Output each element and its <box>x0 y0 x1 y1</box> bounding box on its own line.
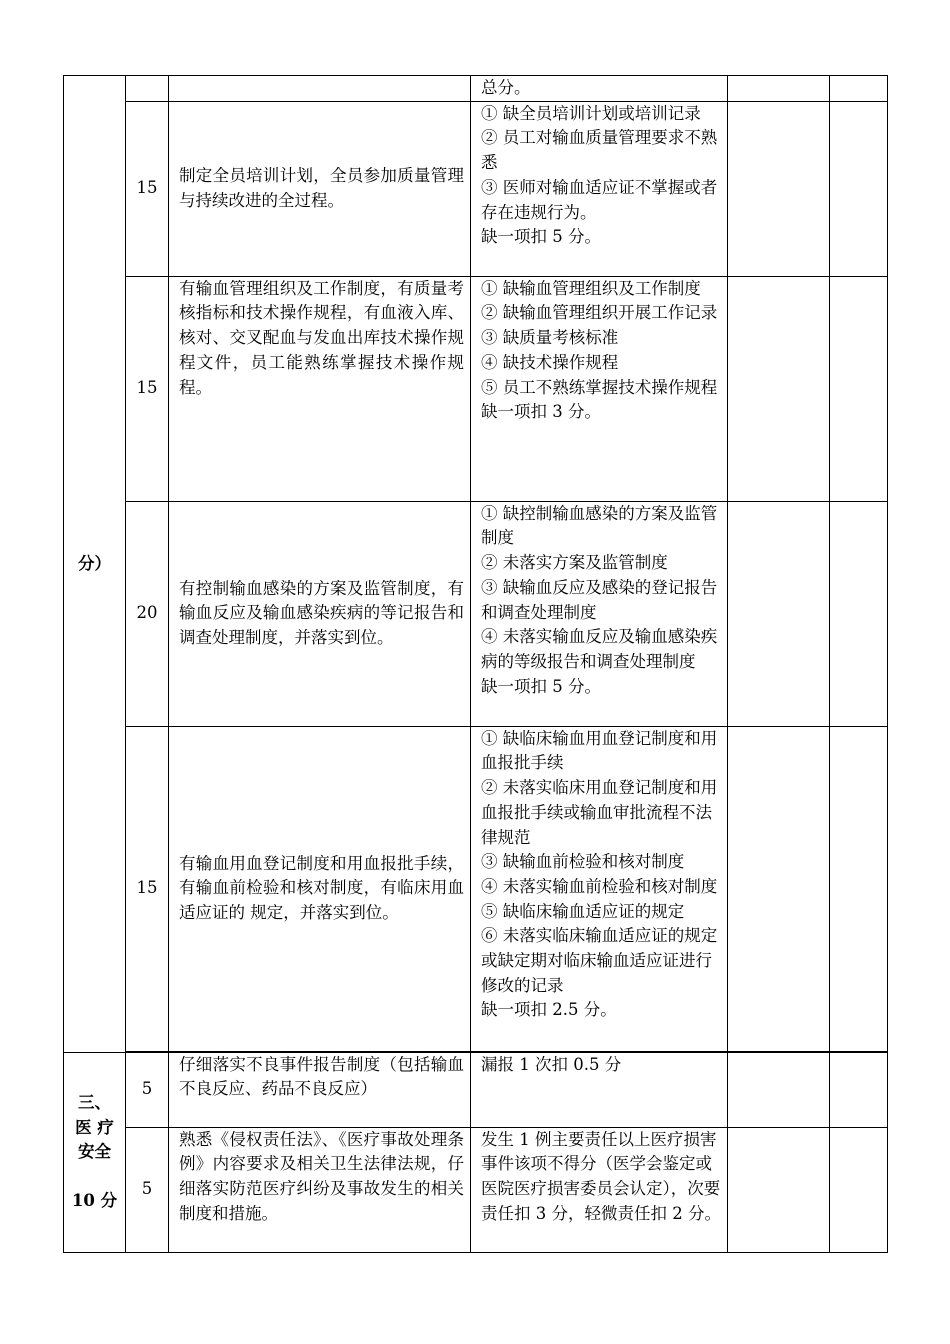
points-cell <box>126 76 169 102</box>
deduction-line: ⑤ 员工不熟练掌握技术操作规程 <box>481 377 718 397</box>
standard-cell: 仔细落实不良事件报告制度（包括输血不良反应、药品不良反应） <box>169 1052 471 1127</box>
deduction-line: ① 缺控制输血感染的方案及监管制度 <box>481 503 718 548</box>
deduction-line: ③ 医师对输血适应证不掌握或者存在违规行为。 <box>481 177 718 222</box>
deduction-cell <box>471 726 728 1051</box>
deduction-line: ② 未落实临床用血登记制度和用血报批手续或输血审批流程不法律规范 <box>481 778 718 847</box>
deduction-line: ① 缺全员培训计划或培训记录 <box>481 103 701 123</box>
standard-cell: 有输血管理组织及工作制度，有质量考核指标和技术操作规程，有血液入库、核对、交叉配血与发血出库技术操作规程文件，员工能熟练掌握技术操作规程。 <box>169 276 471 501</box>
table-row <box>64 101 888 276</box>
remark-cell <box>830 501 888 726</box>
remark-cell <box>830 726 888 1051</box>
points-cell: 15 <box>126 276 169 501</box>
remark-cell <box>830 1052 888 1127</box>
deduction-line: 总分。 <box>481 78 531 97</box>
deduction-line: ③ 缺输血反应及感染的登记报告和调查处理制度 <box>481 577 718 622</box>
deduction-line: ③ 缺输血前检验和核对制度 <box>481 852 685 872</box>
points-cell: 15 <box>126 726 169 1051</box>
section-2-label: 分） <box>78 553 111 573</box>
deduction-line: ③ 缺质量考核标准 <box>481 328 619 348</box>
deduction-line: 发生 1 例主要责任以上医疗损害事件该项不得分（医学会鉴定或医院医疗损害委员会认定），次要责任扣 3 分，轻微责任扣 2 分。 <box>481 1129 721 1223</box>
table-row <box>64 726 888 1051</box>
standard-cell: 有控制输血感染的方案及监管制度，有输血反应及输血感染疾病的等记报告和调查处理制度，并落实到位。 <box>169 501 471 726</box>
deduction-line: ① 缺临床输血用血登记制度和用血报批手续 <box>481 728 718 773</box>
section-3-label-line <box>64 1165 125 1189</box>
deduction-line: ② 未落实方案及监管制度 <box>481 553 668 573</box>
section-3-label-line: 10 分 <box>71 1190 118 1210</box>
points-cell: 20 <box>126 501 169 726</box>
points-cell: 5 <box>126 1127 169 1252</box>
deduction-line: 漏报 1 次扣 0.5 分 <box>481 1054 622 1074</box>
deduction-line: 缺一项扣 3 分。 <box>481 402 601 422</box>
remark-cell <box>830 76 888 102</box>
remark-cell <box>830 101 888 276</box>
deduction-cell <box>471 276 728 501</box>
standard-cell: 有输血用血登记制度和用血报批手续，有输血前检验和核对制度，有临床用血适应证的 规定，并落实到位。 <box>169 726 471 1051</box>
score-cell <box>728 1052 830 1127</box>
score-cell <box>728 101 830 276</box>
deduction-line: 缺一项扣 5 分。 <box>481 227 601 247</box>
remark-cell <box>830 1127 888 1252</box>
deduction-cell <box>471 1052 728 1127</box>
table-row <box>64 276 888 501</box>
score-cell <box>728 501 830 726</box>
points-cell: 15 <box>126 101 169 276</box>
table-row <box>64 501 888 726</box>
score-cell <box>728 726 830 1051</box>
standard-cell: 熟悉《侵权责任法》、《医疗事故处理条例》内容要求及相关卫生法律法规，仔细落实防范医疗纠纷及事故发生的相关制度和措施。 <box>169 1127 471 1252</box>
table-row <box>64 1052 888 1127</box>
deduction-line: ⑥ 未落实临床输血适应证的规定或缺定期对临床输血适应证进行修改的记录 <box>481 926 718 995</box>
section-3-label-line: 安全 <box>78 1142 111 1162</box>
section-2-category-cell <box>64 76 126 1053</box>
deduction-line: 缺一项扣 2.5 分。 <box>481 1000 617 1020</box>
score-cell <box>728 76 830 102</box>
deduction-line: ② 员工对输血质量管理要求不熟悉 <box>481 128 718 173</box>
standard-cell <box>169 76 471 102</box>
deduction-cell <box>471 101 728 276</box>
points-cell: 5 <box>126 1052 169 1127</box>
deduction-line: ① 缺输血管理组织及工作制度 <box>481 278 701 298</box>
section-3-label-line: 医 疗 <box>75 1117 114 1137</box>
deduction-line: ④ 未落实输血反应及输血感染疾病的等级报告和调查处理制度 <box>481 627 718 671</box>
table-row <box>64 1127 888 1252</box>
deduction-cell <box>471 501 728 726</box>
section-3-label-line: 三、 <box>78 1092 111 1112</box>
remark-cell <box>830 276 888 501</box>
deduction-line: ② 缺输血管理组织开展工作记录 <box>481 303 718 323</box>
scoring-table <box>63 75 888 1253</box>
standard-cell: 制定全员培训计划，全员参加质量管理与持续改进的全过程。 <box>169 101 471 276</box>
deduction-line: ④ 缺技术操作规程 <box>481 352 619 372</box>
deduction-line: ⑤ 缺临床输血适应证的规定 <box>481 901 685 921</box>
table-row <box>64 76 888 102</box>
deduction-cell <box>471 76 728 102</box>
deduction-cell <box>471 1127 728 1252</box>
section-3-category-cell <box>64 1052 126 1252</box>
deduction-line: ④ 未落实输血前检验和核对制度 <box>481 876 718 896</box>
score-cell <box>728 1127 830 1252</box>
score-cell <box>728 276 830 501</box>
deduction-line: 缺一项扣 5 分。 <box>481 676 601 696</box>
